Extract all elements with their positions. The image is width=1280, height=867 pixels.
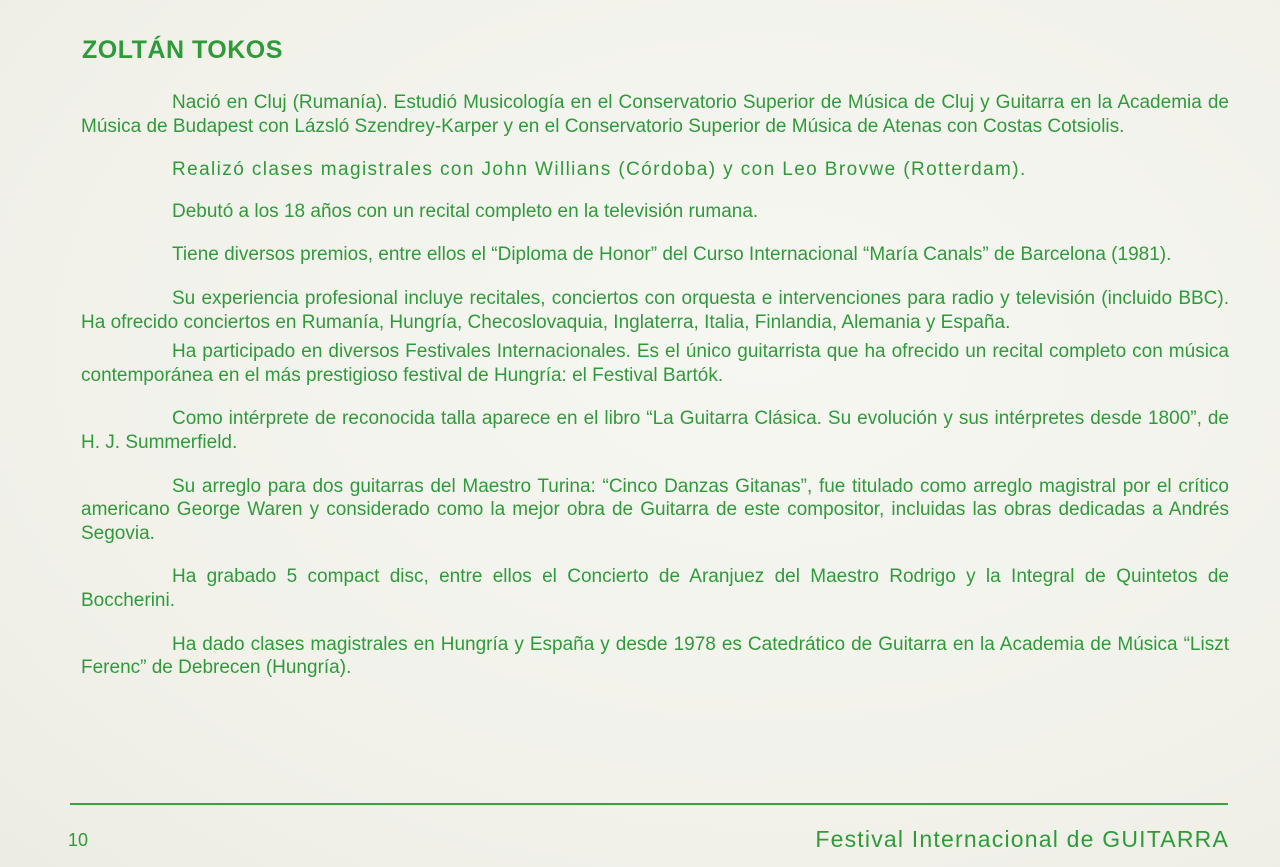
paragraph-recordings: Ha grabado 5 compact disc, entre ellos el Concierto de Aranjuez del Maestro Rodrigo y la Integral de Quintetos de Boccherini. bbox=[81, 566, 1229, 611]
footer-divider bbox=[70, 803, 1228, 805]
paragraph-awards: Tiene diversos premios, entre ellos el “Diploma de Honor” del Curso Internacional “María Canals” de Barcelona (1981). bbox=[172, 244, 1172, 266]
paragraph-experience: Su experiencia profesional incluye recitales, conciertos con orquesta e intervenciones para radio y televisión (incluido BBC). Ha ofrecido conciertos en Rumanía, Hungría, Checoslovaquia, Inglaterra, Italia, Finlandia, Alemania y España. bbox=[81, 287, 1229, 333]
biography-body bbox=[81, 91, 1229, 680]
paragraph-book: Como intérprete de reconocida talla aparece en el libro “La Guitarra Clásica. Su evolución y sus intérpretes desde 1800”, de H. J. Summerfield. bbox=[81, 408, 1229, 453]
page-number: 10 bbox=[68, 830, 89, 850]
publication-title: Festival Internacional de GUITARRA bbox=[815, 826, 1229, 852]
paragraph-festivals: Ha participado en diversos Festivales Internacionales. Es el único guitarrista que ha ofrecido un recital completo con música contemporánea en el más prestigioso festival de Hungría: el Festival Bartók. bbox=[81, 341, 1229, 386]
paragraph-arrangement: Su arreglo para dos guitarras del Maestro Turina: “Cinco Danzas Gitanas”, fue titulado como arreglo magistral por el crítico americano George Waren y considerado como la mejor obra de Guitarra de este compositor, incluidas las obras dedicadas a Andrés Segovia. bbox=[81, 475, 1229, 544]
paragraph-origin: Nació en Cluj (Rumanía). Estudió Musicología en el Conservatorio Superior de Música de Cluj y Guitarra en la Academia de Música de Budapest con Lázsló Szendrey-Karper y en el Conservatorio Superior de Música de Atenas con Costas Cotsiolis. bbox=[81, 92, 1229, 137]
paragraph-debut: Debutó a los 18 años con un recital completo en la televisión rumana. bbox=[172, 200, 759, 222]
paragraph-masterclasses: Realizó clases magistrales con John Willians (Córdoba) y con Leo Brovwe (Rotterdam). bbox=[172, 159, 1027, 181]
paragraph-teaching: Ha dado clases magistrales en Hungría y España y desde 1978 es Catedrático de Guitarra en la Academia de Música “Liszt Ferenc” de Debrecen (Hungría). bbox=[81, 633, 1229, 679]
page-title: ZOLTÁN TOKOS bbox=[82, 36, 283, 64]
